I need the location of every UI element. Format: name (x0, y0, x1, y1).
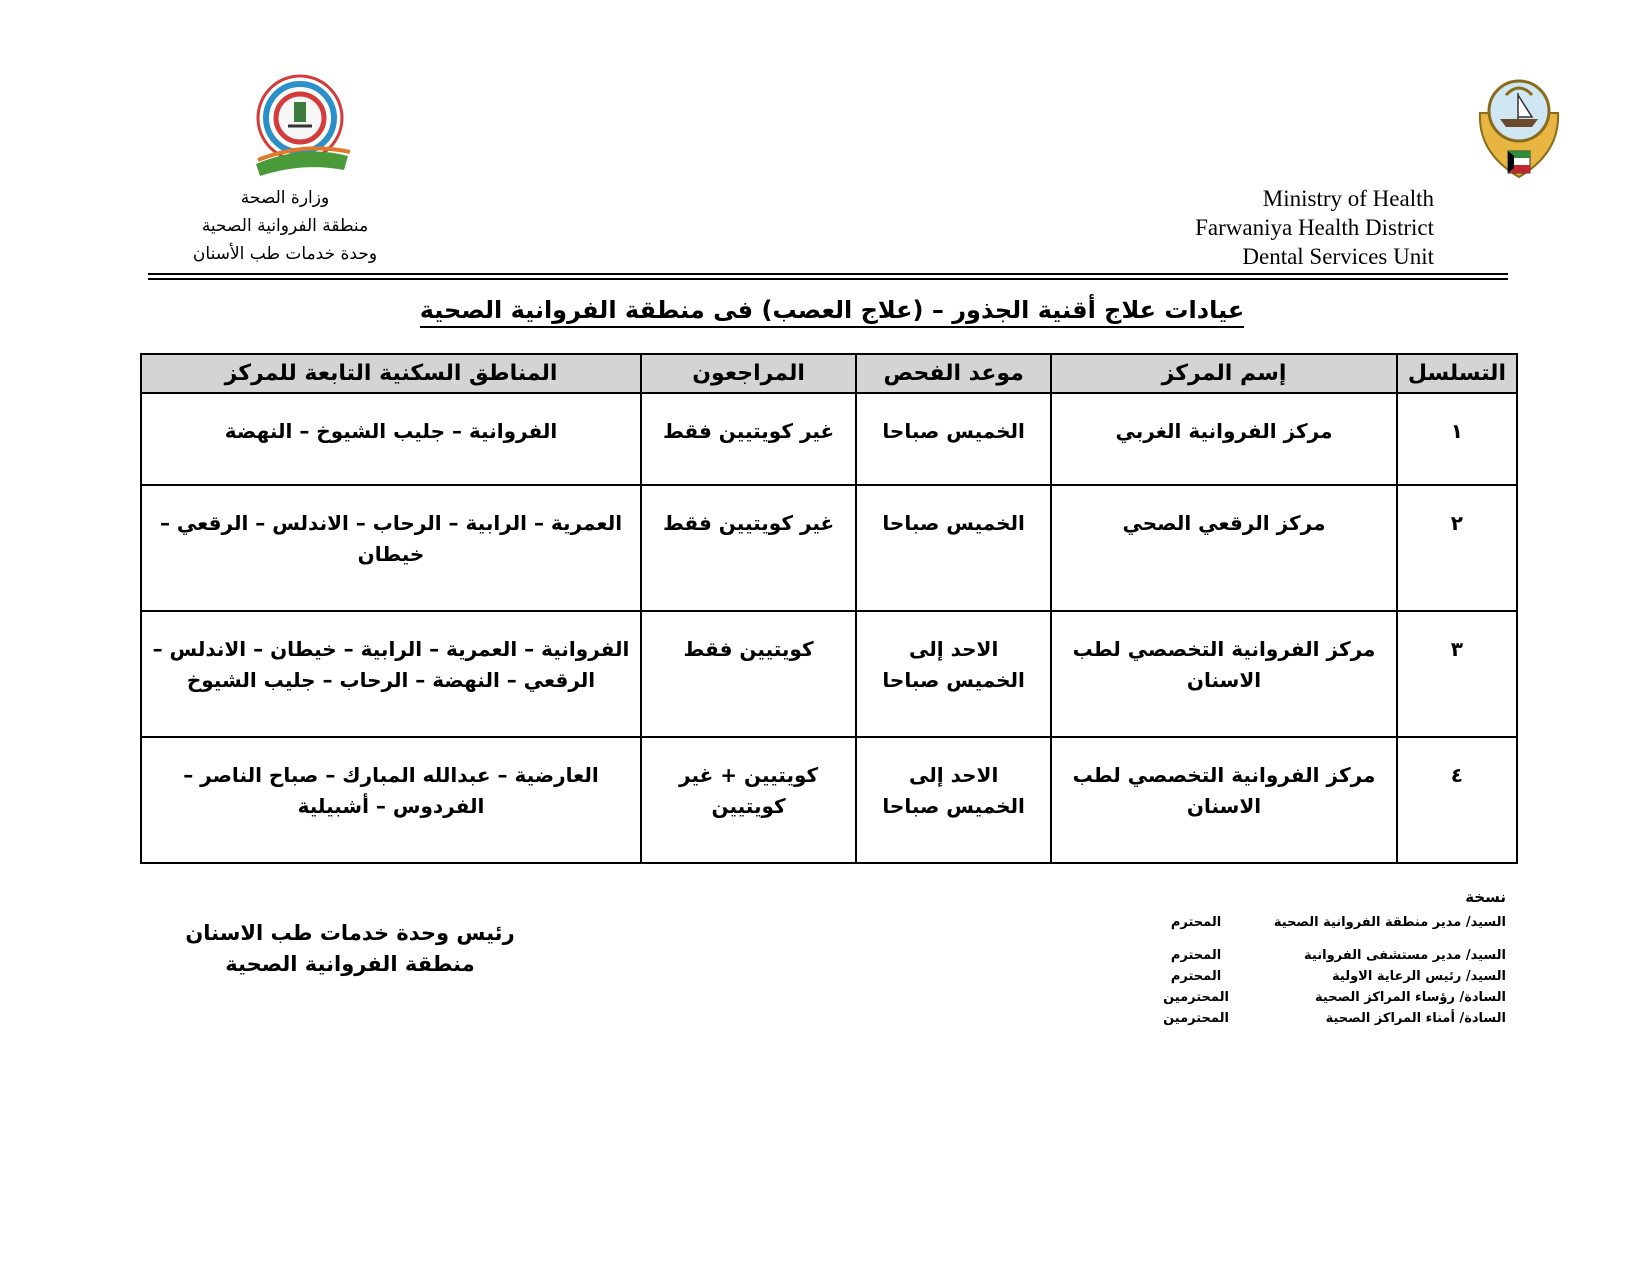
cell-areas: العارضية – عبدالله المبارك – صباح الناصر – الفردوس – أشبيلية (141, 737, 641, 863)
header-divider-bottom (148, 278, 1508, 280)
copy-recipient: السيد/ مدير مستشفى الفروانية (1304, 948, 1506, 963)
cell-seq: ١ (1397, 393, 1517, 485)
page-title (300, 296, 1364, 324)
table-header-row (141, 354, 1517, 393)
copy-item (1086, 966, 1506, 987)
col-header-patients: المراجعون (641, 354, 856, 393)
table-row (141, 485, 1517, 611)
copy-honorific: المحترم (1170, 915, 1222, 930)
copy-item (1086, 945, 1506, 966)
cell-center: مركز الفروانية التخصصي لطب الاسنان (1051, 611, 1397, 737)
cell-time: الخميس صباحا (856, 485, 1051, 611)
header-divider-top (148, 273, 1508, 275)
copy-recipient: السيد/ مدير منطقة الفروانية الصحية (1273, 915, 1506, 930)
farwaniya-logo-icon (248, 72, 358, 184)
copy-honorific: المحترم (1170, 969, 1222, 984)
cell-areas: الفروانية – جليب الشيوخ – النهضة (141, 393, 641, 485)
signature-district: منطقة الفروانية الصحية (225, 952, 475, 976)
cell-areas: العمرية – الرابية – الرحاب – الاندلس – الرقعي – خيطان (141, 485, 641, 611)
ministry-name-en: Ministry of Health (1262, 186, 1434, 211)
cell-center: مركز الفروانية التخصصي لطب الاسنان (1051, 737, 1397, 863)
col-header-seq: التسلسل (1397, 354, 1517, 393)
copies-label: نسخة (1465, 888, 1506, 906)
cell-areas: الفروانية – العمرية – الرابية – خيطان – الاندلس – الرقعي – النهضة – الرحاب – جليب الشيوخ (141, 611, 641, 737)
cell-patients: غير كويتيين فقط (641, 485, 856, 611)
clinics-table (140, 353, 1518, 864)
ministry-name-ar: وزارة الصحة (240, 188, 330, 208)
kuwait-emblem-icon (1470, 73, 1568, 181)
signature-block (170, 918, 530, 980)
col-header-time: موعد الفحص (856, 354, 1051, 393)
copy-item (1086, 987, 1506, 1008)
signature-title: رئيس وحدة خدمات طب الاسنان (185, 921, 515, 945)
district-name-ar: منطقة الفروانية الصحية (201, 216, 369, 236)
table-row (141, 611, 1517, 737)
col-header-areas: المناطق السكنية التابعة للمركز (141, 354, 641, 393)
copy-recipient: السيد/ رئيس الرعاية الاولية (1332, 969, 1506, 984)
copy-recipient: السادة/ رؤساء المراكز الصحية (1315, 990, 1506, 1005)
copy-honorific: المحترمين (1163, 1011, 1229, 1026)
cell-time: الاحد إلى الخميس صباحا (856, 737, 1051, 863)
cell-patients: كويتيين فقط (641, 611, 856, 737)
col-header-center: إسم المركز (1051, 354, 1397, 393)
copies-list (1086, 888, 1506, 1029)
copy-recipient: السادة/ أمناء المراكز الصحية (1325, 1011, 1506, 1026)
table-row (141, 737, 1517, 863)
cell-seq: ٢ (1397, 485, 1517, 611)
copy-item (1086, 1008, 1506, 1029)
cell-seq: ٣ (1397, 611, 1517, 737)
cell-seq: ٤ (1397, 737, 1517, 863)
unit-name-ar: وحدة خدمات طب الأسنان (192, 244, 378, 264)
copy-item (1086, 912, 1506, 933)
page-title-text: عيادات علاج أقنية الجذور – (علاج العصب) فى منطقة الفروانية الصحية (420, 296, 1245, 328)
cell-time: الخميس صباحا (856, 393, 1051, 485)
unit-name-en: Dental Services Unit (1242, 244, 1434, 269)
cell-center: مركز الرقعي الصحي (1051, 485, 1397, 611)
copy-honorific: المحترم (1170, 948, 1222, 963)
english-header (1195, 184, 1434, 271)
cell-patients: كويتيين + غير كويتيين (641, 737, 856, 863)
cell-center: مركز الفروانية الغربي (1051, 393, 1397, 485)
arabic-header (180, 184, 390, 268)
table-row (141, 393, 1517, 485)
copy-honorific: المحترمين (1163, 990, 1229, 1005)
cell-patients: غير كويتيين فقط (641, 393, 856, 485)
district-name-en: Farwaniya Health District (1195, 215, 1434, 240)
cell-time: الاحد إلى الخميس صباحا (856, 611, 1051, 737)
